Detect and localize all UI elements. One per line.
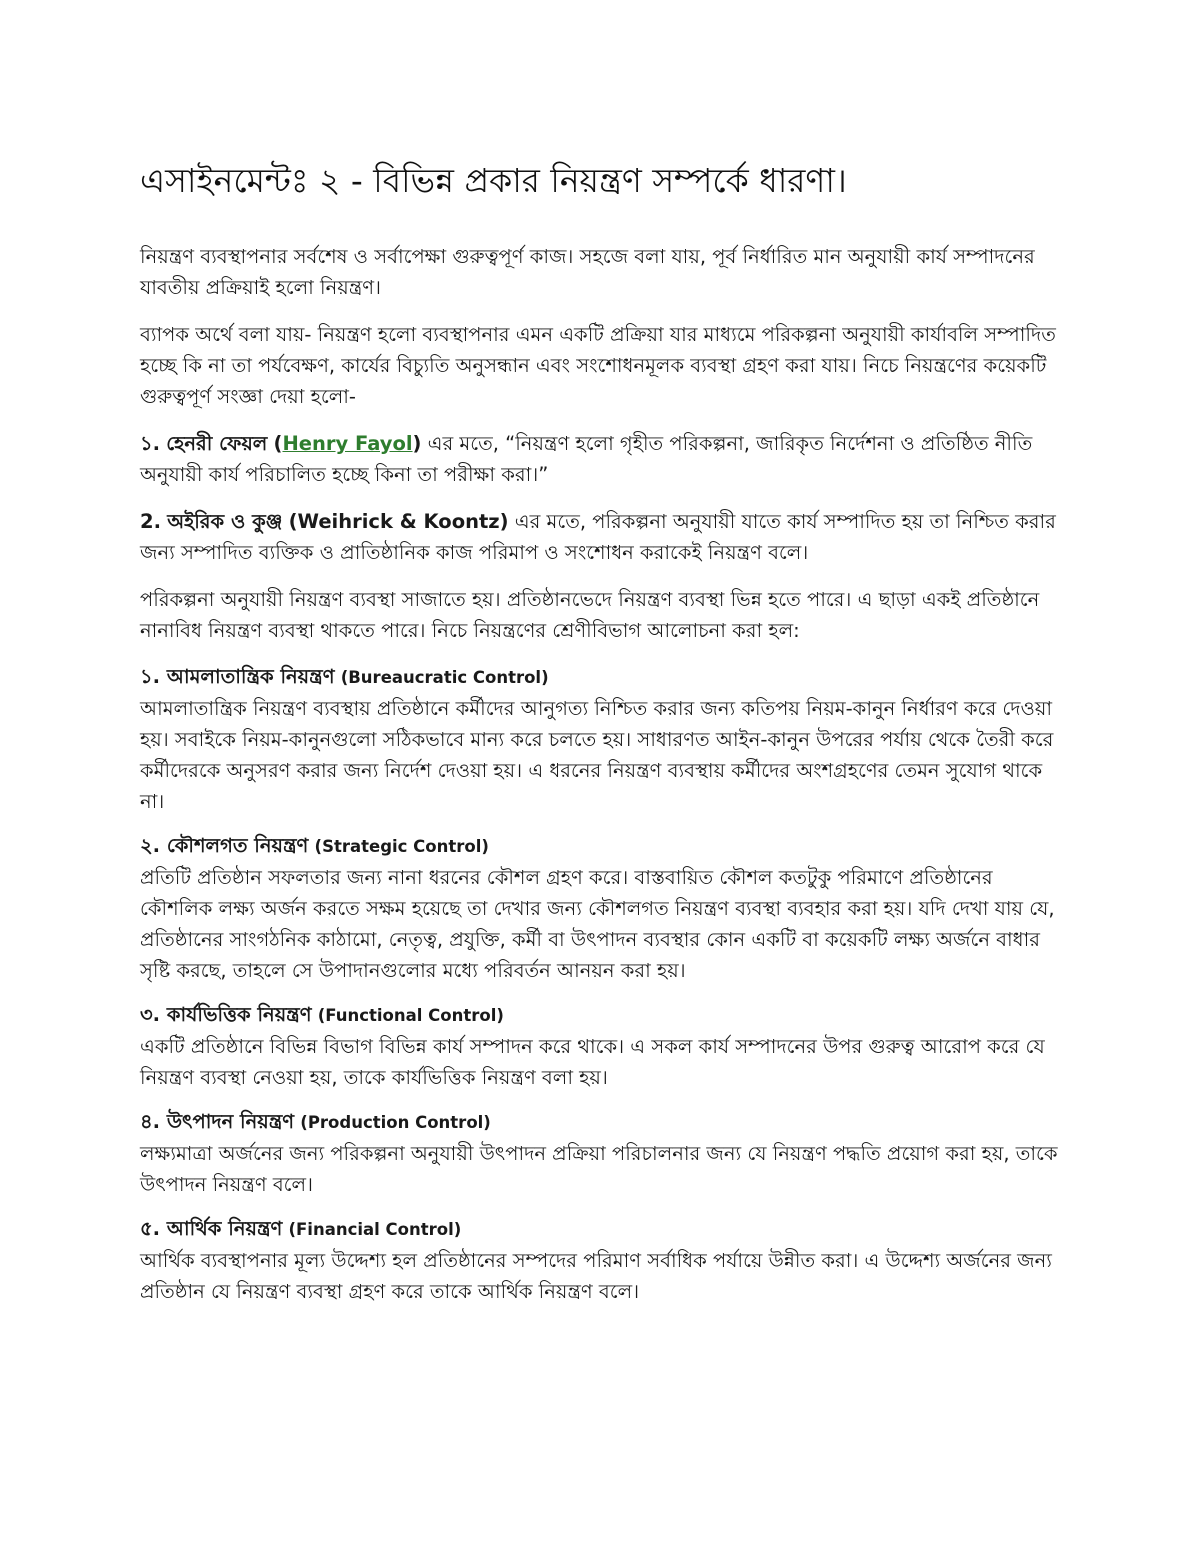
definition-wk-name-en: (Weihrick & Koontz): [288, 509, 509, 533]
section-heading-bn: ১. আমলাতান্ত্রিক নিয়ন্ত্রণ: [140, 664, 335, 688]
section-strategic-control: [140, 831, 1070, 986]
definition-wk-text: এর মতে, পরিকল্পনা অনুযায়ী যাতে কার্য সম্পাদিত হয় তা নিশ্চিত করার জন্য সম্পাদিত ব্যক্তিক ও প্রাতিষ্ঠানিক কাজ পরিমাপ ও সংশোধন করাকেই নিয়ন্ত্রণ বলে।: [140, 509, 1056, 564]
section-heading: [140, 1214, 1070, 1245]
section-body: একটি প্রতিষ্ঠানে বিভিন্ন বিভাগ বিভিন্ন কার্য সম্পাদন করে থাকে। এ সকল কার্য সম্পাদনের উপর গুরুত্ব আরোপ করে যে নিয়ন্ত্রণ ব্যবস্থা নেওয়া হয়, তাকে কার্যভিত্তিক নিয়ন্ত্রণ বলা হয়।: [140, 1034, 1045, 1089]
section-heading-bn: ৫. আর্থিক নিয়ন্ত্রণ: [140, 1216, 283, 1240]
definition-fayol-name: হেনরী ফেয়ল: [166, 431, 268, 455]
definition-wk-name: অইরিক ও কুঞ্জ: [167, 509, 283, 533]
section-heading-en: (Bureaucratic Control): [340, 667, 549, 687]
definition-fayol-text: এর মতে, “নিয়ন্ত্রণ হলো গৃহীত পরিকল্পনা, জারিকৃত নির্দেশনা ও প্রতিষ্ঠিত নীতি অনুযায়ী কার্য পরিচালিত হচ্ছে কিনা তা পরীক্ষা করা।”: [140, 431, 1033, 486]
definition-fayol: [140, 428, 1070, 490]
section-body: আমলাতান্ত্রিক নিয়ন্ত্রণ ব্যবস্থায় প্রতিষ্ঠানে কর্মীদের আনুগত্য নিশ্চিত করার জন্য কতিপয় নিয়ম-কানুন নির্ধারণ করে দেওয়া হয়। সবাইকে নিয়ম-কানুনগুলো সঠিকভাবে মান্য করে চলতে হয়। সাধারণত আইন-কানুন উপরের পর্যায় থেকে তৈরী করে কর্মীদেরকে অনুসরণ করার জন্য নির্দেশ দেওয়া হয়। এ ধরনের নিয়ন্ত্রণ ব্যবস্থায় কর্মীদের অংশগ্রহণের তেমন সুযোগ থাকে না।: [140, 696, 1054, 813]
document-page: [140, 160, 1070, 1321]
intro-paragraph-2: ব্যাপক অর্থে বলা যায়- নিয়ন্ত্রণ হলো ব্যবস্থাপনার এমন একটি প্রক্রিয়া যার মাধ্যমে পরিকল্পনা অনুযায়ী কার্যাবলি সম্পাদিত হচ্ছে কি না তা পর্যবেক্ষণ, কার্যের বিচ্যুতি অনুসন্ধান এবং সংশোধনমূলক ব্যবস্থা গ্রহণ করা যায়। নিচে নিয়ন্ত্রণের কয়েকটি গুরুত্বপূর্ণ সংজ্ঞা দেয়া হলো-: [140, 322, 1056, 408]
section-heading-en: (Functional Control): [317, 1005, 504, 1025]
section-functional-control: [140, 1000, 1070, 1093]
section-body: প্রতিটি প্রতিষ্ঠান সফলতার জন্য নানা ধরনের কৌশল গ্রহণ করে। বাস্তবায়িত কৌশল কতটুকু পরিমাণে প্রতিষ্ঠানের কৌশলিক লক্ষ্য অর্জন করতে সক্ষম হয়েছে তা দেখার জন্য কৌশলগত নিয়ন্ত্রণ ব্যবস্থা ব্যবহার করা হয়। যদি দেখা যায় যে, প্রতিষ্ঠানের সাংগঠনিক কাঠামো, নেতৃত্ব, প্রযুক্তি, কর্মী বা উৎপাদন ব্যবস্থার কোন একটি বা কয়েকটি লক্ষ্য অর্জনে বাধার সৃষ্টি করছে, তাহলে সে উপাদানগুলোর মধ্যে পরিবর্তন আনয়ন করা হয়।: [140, 865, 1055, 982]
section-bureaucratic-control: [140, 662, 1070, 817]
section-heading-en: (Strategic Control): [314, 836, 489, 856]
definition-fayol-number: ১.: [140, 431, 161, 455]
section-heading-bn: ৪. উৎপাদন নিয়ন্ত্রণ: [140, 1109, 295, 1133]
section-body: আর্থিক ব্যবস্থাপনার মূল্য উদ্দেশ্য হল প্রতিষ্ঠানের সম্পদের পরিমাণ সর্বাধিক পর্যায়ে উন্নীত করা। এ উদ্দেশ্য অর্জনের জন্য প্রতিষ্ঠান যে নিয়ন্ত্রণ ব্যবস্থা গ্রহণ করে তাকে আর্থিক নিয়ন্ত্রণ বলে।: [140, 1248, 1052, 1303]
intro-paragraph-3: পরিকল্পনা অনুযায়ী নিয়ন্ত্রণ ব্যবস্থা সাজাতে হয়। প্রতিষ্ঠানভেদে নিয়ন্ত্রণ ব্যবস্থা ভিন্ন হতে পারে। এ ছাড়া একই প্রতিষ্ঠানে নানাবিধ নিয়ন্ত্রণ ব্যবস্থা থাকতে পারে। নিচে নিয়ন্ত্রণের শ্রেণীবিভাগ আলোচনা করা হল:: [140, 587, 1040, 642]
section-heading-en: (Production Control): [300, 1112, 491, 1132]
page-title: এসাইনমেন্টঃ ২ - বিভিন্ন প্রকার নিয়ন্ত্রণ সম্পর্কে ধারণা।: [140, 161, 847, 200]
section-body: লক্ষ্যমাত্রা অর্জনের জন্য পরিকল্পনা অনুযায়ী উৎপাদন প্রক্রিয়া পরিচালনার জন্য যে নিয়ন্ত্রণ পদ্ধতি প্রয়োগ করা হয়, তাকে উৎপাদন নিয়ন্ত্রণ বলে।: [140, 1141, 1058, 1196]
section-production-control: [140, 1107, 1070, 1200]
definition-weihrick-koontz: [140, 506, 1070, 568]
section-heading-bn: ২. কৌশলগত নিয়ন্ত্রণ: [140, 833, 309, 857]
section-heading: [140, 662, 1070, 693]
section-financial-control: [140, 1214, 1070, 1307]
henry-fayol-link[interactable]: Henry Fayol: [282, 431, 413, 455]
definition-fayol-close-paren: ): [412, 431, 422, 455]
definition-fayol-open-paren: (: [273, 431, 283, 455]
section-heading: [140, 831, 1070, 862]
intro-paragraph-1: নিয়ন্ত্রণ ব্যবস্থাপনার সর্বশেষ ও সর্বাপেক্ষা গুরুত্বপূর্ণ কাজ। সহজে বলা যায়, পূর্ব নির্ধারিত মান অনুযায়ী কার্য সম্পাদনের যাবতীয় প্রক্রিয়াই হলো নিয়ন্ত্রণ।: [140, 244, 1035, 299]
section-heading-bn: ৩. কার্যভিত্তিক নিয়ন্ত্রণ: [140, 1002, 312, 1026]
section-heading-en: (Financial Control): [288, 1219, 462, 1239]
section-heading: [140, 1000, 1070, 1031]
definition-wk-number: 2.: [140, 509, 161, 533]
section-heading: [140, 1107, 1070, 1138]
